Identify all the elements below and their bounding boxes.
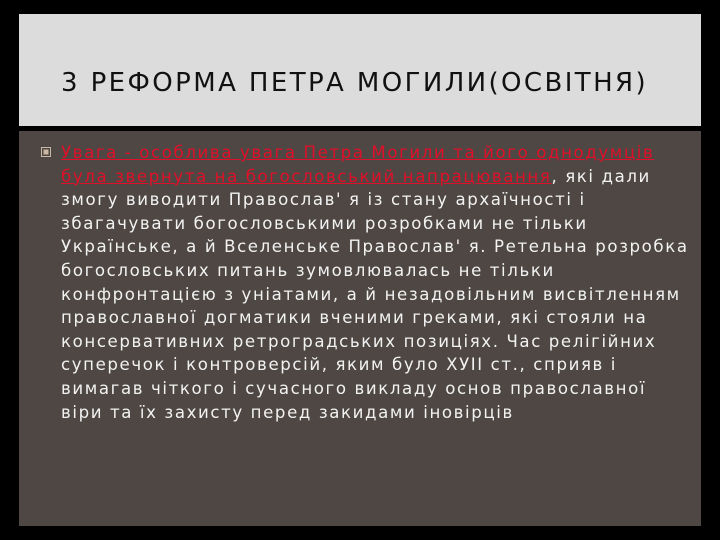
content-panel <box>19 131 701 526</box>
highlighted-phrase: Увага - особлива увага Петра Могили та його однодумців була звернута на богословський напрацювання <box>61 143 655 186</box>
slide-title: 3 РЕФОРМА ПЕТРА МОГИЛИ(ОСВІТНЯ) <box>61 68 649 98</box>
body-paragraph <box>61 141 691 424</box>
square-bullet-icon <box>41 147 51 157</box>
body-text: , які дали змогу виводити Православ' я із стану архаїчності і збагачувати богословськими розробками не тільки Українське, а й Вселенське Православ' я. Ретельна розробка богословських питань зумовлювалась не тільки конфронтацією з уніатами, а й незадовільним висвітленням православної догматики вченими греками, які стояли на консервативних ретроградських позиціях. Час релігійних суперечок і контроверсій, яким було ХУІІ ст., сприяв і вимагав чіткого і сучасного викладу основ православної віри та їх захисту перед закидами іновірців <box>61 166 689 422</box>
title-panel <box>19 14 701 126</box>
